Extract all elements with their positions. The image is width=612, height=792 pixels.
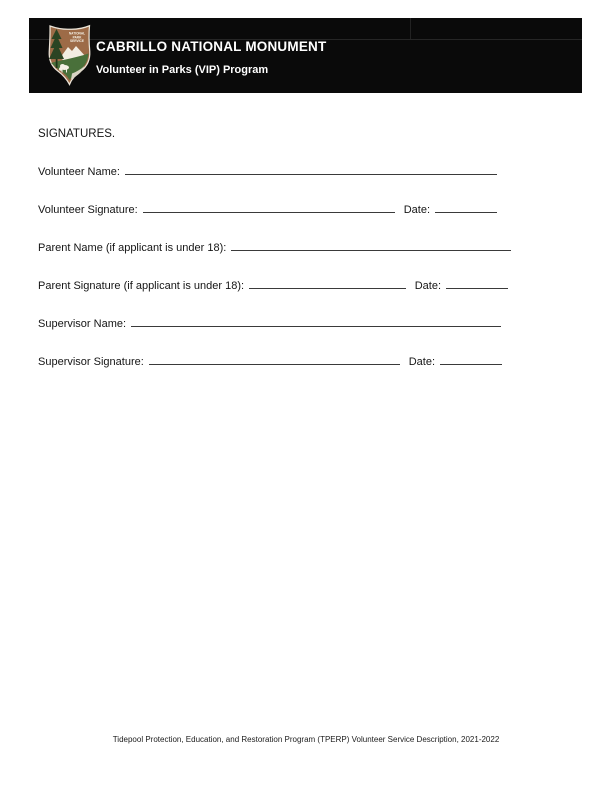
signature-row-2 [38,203,497,218]
signature-line [149,364,400,365]
date-line [435,212,497,213]
footer-text: Tidepool Protection, Education, and Restoration Program (TPERP) Volunteer Service Description, 2021-2022 [112,735,500,744]
date-label: Date: [408,356,435,368]
document-footer [0,734,612,746]
header-subtitle: Volunteer in Parks (VIP) Program [96,64,269,76]
logo-word-national: NATIONAL [68,31,86,36]
signature-row-5 [38,317,501,332]
date-line [440,364,502,365]
field-label: Supervisor Name: [38,318,127,330]
date-label: Date: [414,280,441,292]
header-cell-divider [410,18,411,39]
nps-arrowhead-logo [46,24,93,87]
signature-form [38,165,511,370]
logo-word-service: SERVICE [70,39,84,43]
page-content [38,127,511,393]
header-text-block [96,38,326,77]
document-header [29,18,582,93]
field-label: Volunteer Name: [38,166,120,178]
date-label: Date: [403,204,430,216]
signature-row-6 [38,355,502,370]
signature-line [231,250,511,251]
signature-row-1 [38,165,497,180]
section-heading: SIGNATURES. [38,128,116,140]
signature-row-3 [38,241,511,256]
signature-line [249,288,406,289]
date-line [446,288,508,289]
signature-line [125,174,497,175]
nps-arrowhead-icon [46,24,93,87]
header-title: CABRILLO NATIONAL MONUMENT [96,39,327,54]
field-label: Parent Signature (if applicant is under 18): [38,280,245,292]
field-label: Supervisor Signature: [38,356,144,368]
signature-line [131,326,501,327]
logo-word-park: PARK [72,35,82,40]
field-label: Parent Name (if applicant is under 18): [38,242,227,254]
signature-line [143,212,395,213]
signature-row-4 [38,279,508,294]
field-label: Volunteer Signature: [38,204,138,216]
